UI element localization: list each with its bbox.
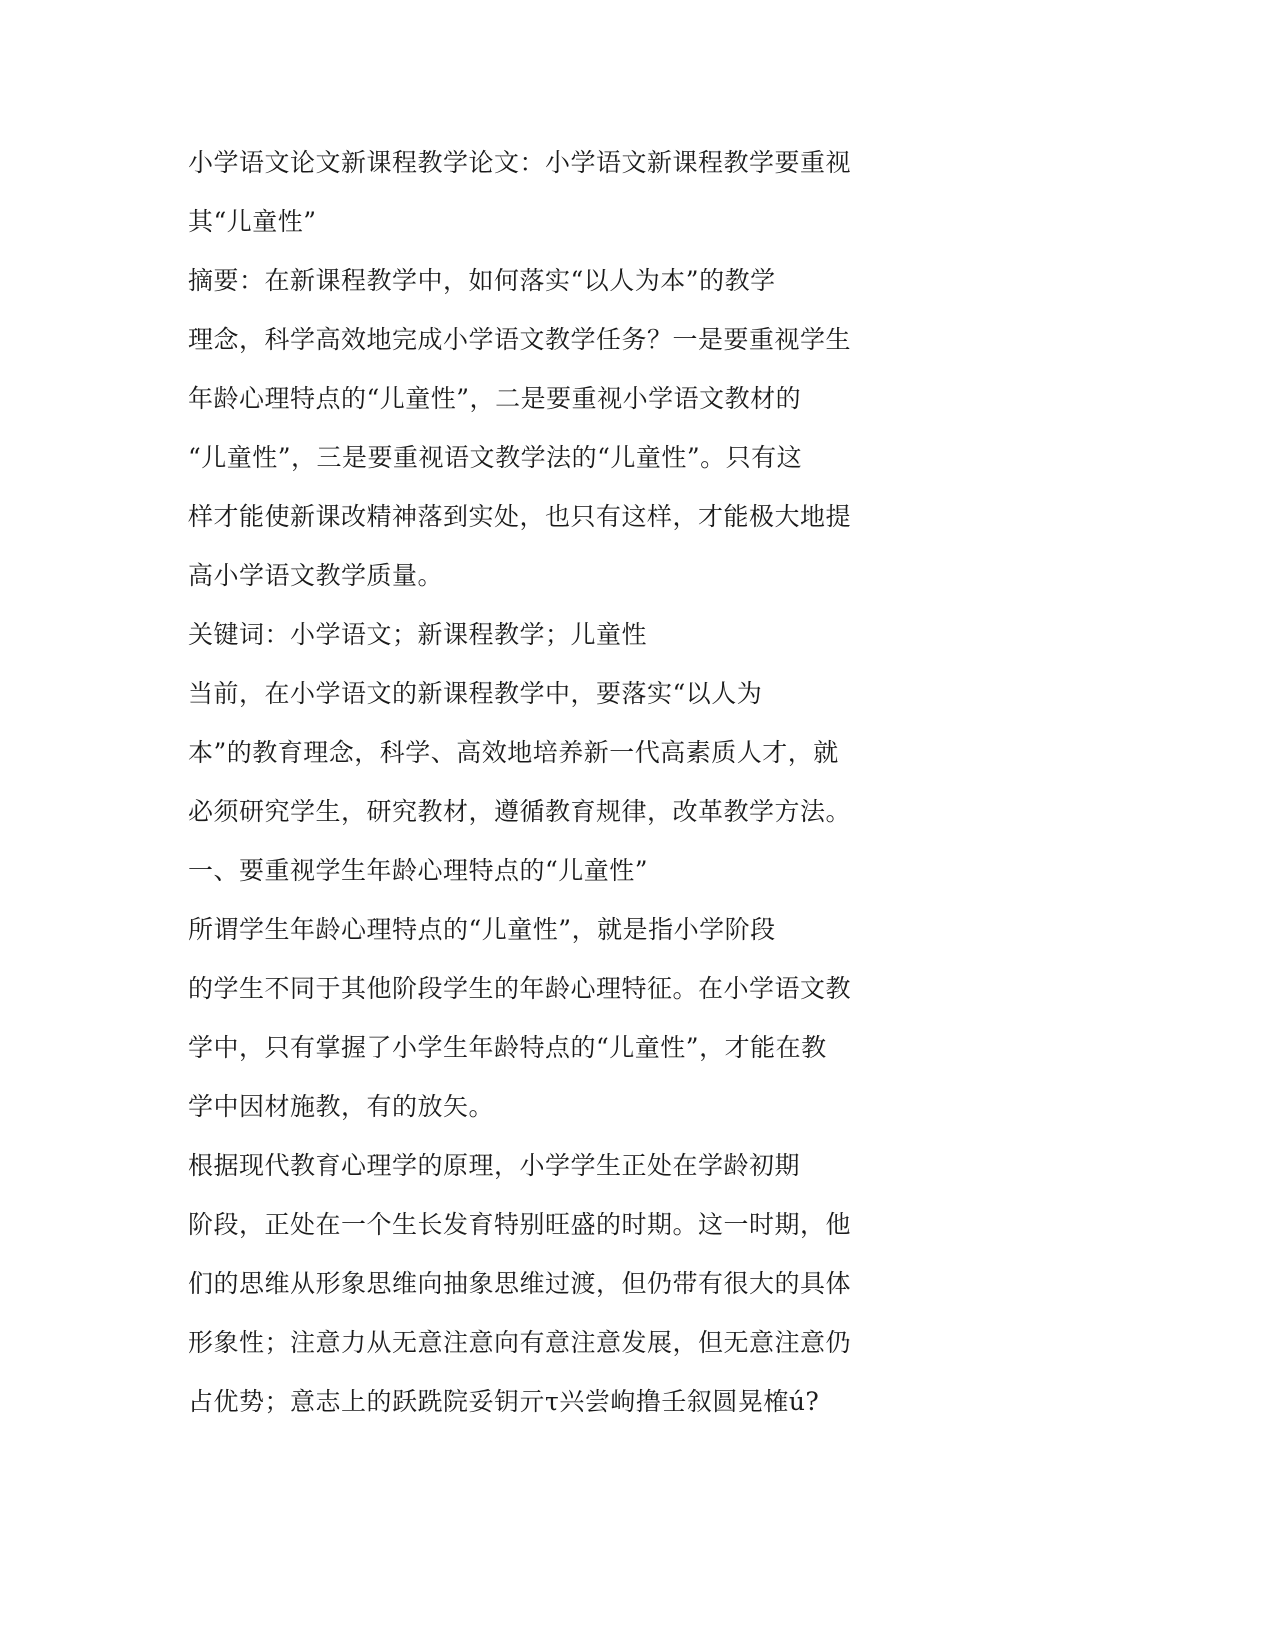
abstract-line: 理念，科学高效地完成小学语文教学任务？一是要重视学生 — [188, 325, 852, 354]
body-line: 学中因材施教，有的放矢。 — [188, 1092, 495, 1121]
body-line: 本”的教育理念，科学、高效地培养新一代高素质人才，就 — [188, 738, 839, 767]
title-line-1: 小学语文论文新课程教学论文：小学语文新课程教学要重视 — [188, 148, 852, 177]
body-line: 们的思维从形象思维向抽象思维过渡，但仍带有很大的具体 — [188, 1269, 852, 1298]
body-line: 形象性；注意力从无意注意向有意注意发展，但无意注意仍 — [188, 1328, 852, 1357]
abstract-line: 高小学语文教学质量。 — [188, 561, 444, 590]
keywords-line: 关键词：小学语文；新课程教学；儿童性 — [188, 620, 648, 649]
abstract-line: 样才能使新课改精神落到实处，也只有这样，才能极大地提 — [188, 502, 852, 531]
body-line: 当前，在小学语文的新课程教学中，要落实“以人为 — [188, 679, 763, 708]
body-line: 的学生不同于其他阶段学生的年龄心理特征。在小学语文教 — [188, 974, 852, 1003]
body-line: 所谓学生年龄心理特点的“儿童性”，就是指小学阶段 — [188, 915, 776, 944]
body-line: 学中，只有掌握了小学生年龄特点的“儿童性”，才能在教 — [188, 1033, 827, 1062]
abstract-line: “儿童性”，三是要重视语文教学法的“儿童性”。只有这 — [188, 443, 803, 472]
title-line-2: 其“儿童性” — [188, 207, 317, 236]
body-line: 占优势；意志上的跃跣院妥钥亓τ兴尝岣撸壬叙圆晃榷ú? — [188, 1387, 820, 1416]
section-heading: 一、要重视学生年龄心理特点的“儿童性” — [188, 856, 649, 885]
body-line: 阶段，正处在一个生长发育特别旺盛的时期。这一时期，他 — [188, 1210, 852, 1239]
abstract-line: 摘要：在新课程教学中，如何落实“以人为本”的教学 — [188, 266, 776, 295]
abstract-line: 年龄心理特点的“儿童性”，二是要重视小学语文教材的 — [188, 384, 802, 413]
body-line: 根据现代教育心理学的原理，小学学生正处在学龄初期 — [188, 1151, 801, 1180]
body-line: 必须研究学生，研究教材，遵循教育规律，改革教学方法。 — [188, 797, 852, 826]
